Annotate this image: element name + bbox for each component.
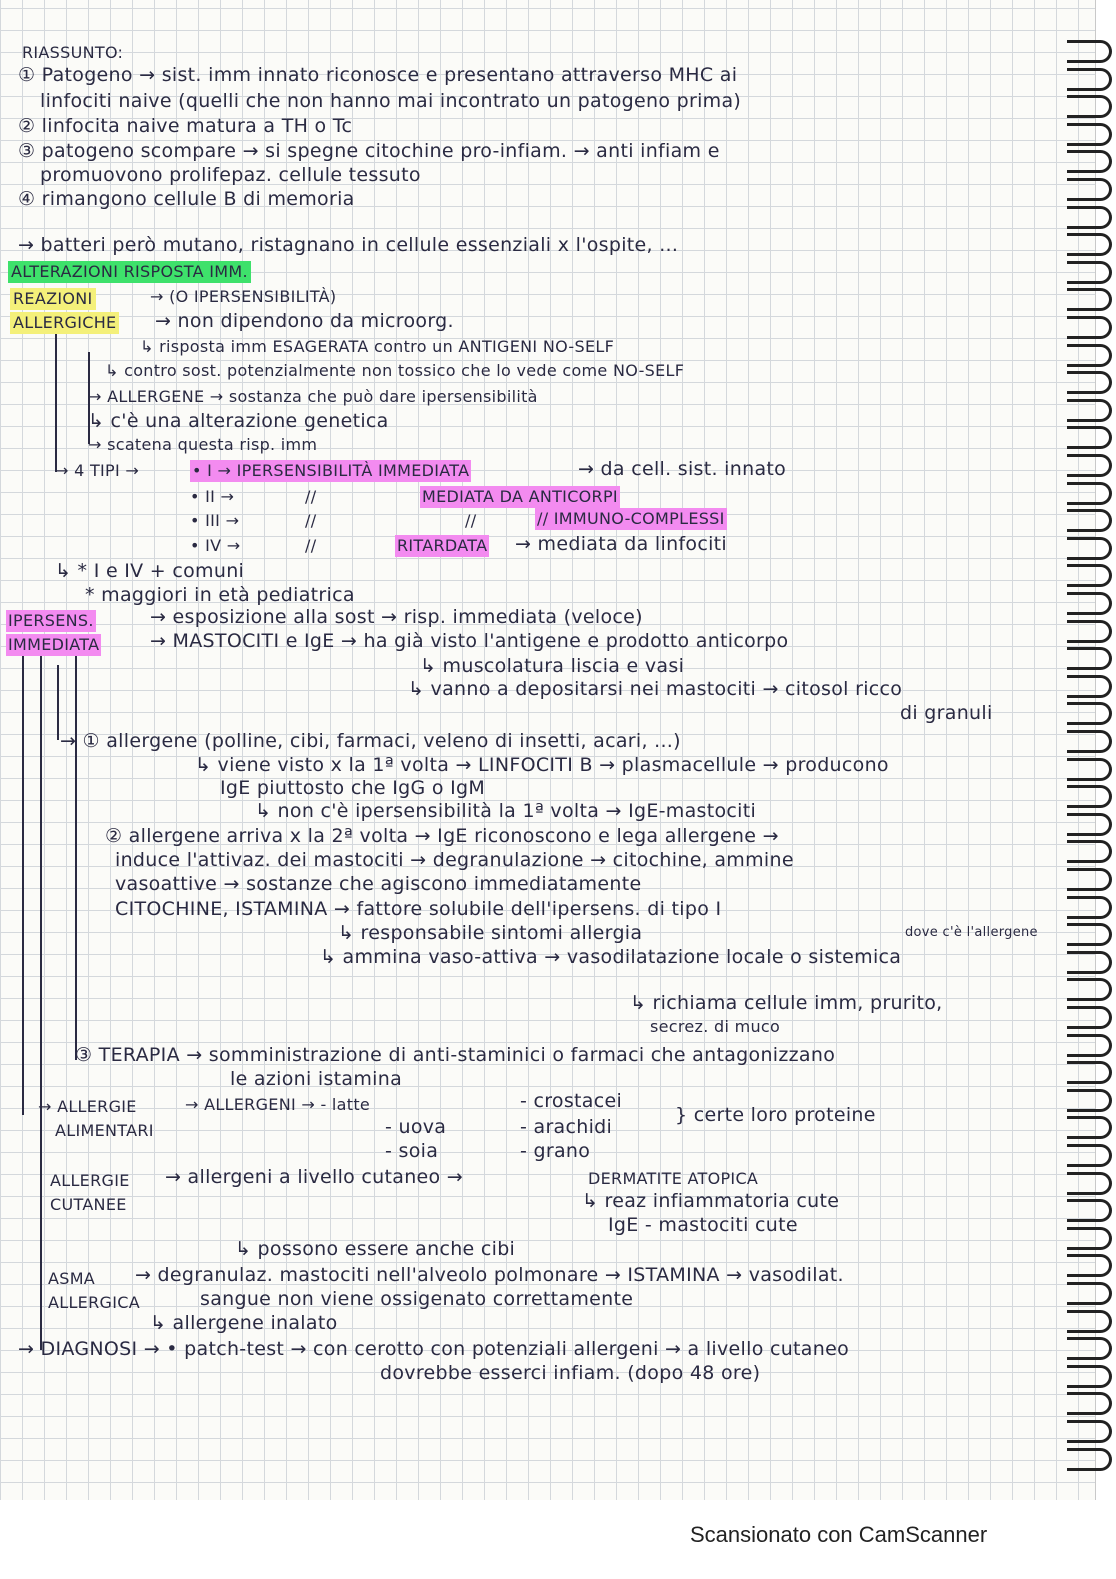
note-line: → batteri però mutano, ristagnano in cellule essenziali x l'ospite, ...	[18, 234, 679, 256]
spiral-ring-icon	[1067, 68, 1112, 91]
note-line: ↳ richiama cellule imm, prurito,	[630, 992, 943, 1014]
spiral-ring-icon	[1067, 123, 1112, 146]
spiral-ring-icon	[1067, 1282, 1112, 1305]
spiral-ring-icon	[1067, 426, 1112, 449]
note-line: ↳ muscolatura liscia e vasi	[420, 655, 685, 677]
note-line: ② linfocita naive matura a TH o Tc	[18, 115, 353, 137]
note-line: ↳ non c'è ipersensibilità la 1ª volta → IgE-mastociti	[255, 800, 757, 822]
spiral-ring-icon	[1067, 592, 1112, 615]
spiral-ring-icon	[1067, 371, 1112, 394]
spiral-ring-icon	[1067, 620, 1112, 643]
spiral-ring-icon	[1067, 40, 1112, 63]
spiral-ring-icon	[1067, 1337, 1112, 1360]
note-line: di granuli	[900, 702, 993, 724]
note-line: ↳ risposta imm ESAGERATA contro un ANTIGENI NO-SELF	[140, 337, 615, 356]
note-line: → da cell. sist. innato	[578, 458, 787, 480]
spiral-ring-icon	[1067, 951, 1112, 974]
tree-connector	[22, 640, 24, 1115]
topic-label: ALLERGIE	[50, 1171, 130, 1190]
spiral-ring-icon	[1067, 675, 1112, 698]
spiral-ring-icon	[1067, 1144, 1112, 1167]
note-line: - arachidi	[520, 1116, 613, 1138]
note-line: } certe loro proteine	[675, 1104, 876, 1126]
topic-label: ASMA	[48, 1269, 96, 1288]
note-line: → ① allergene (polline, cibi, farmaci, veleno di insetti, acari, ...)	[60, 730, 681, 752]
spiral-ring-icon	[1067, 1116, 1112, 1139]
tree-connector	[40, 640, 42, 1350]
note-line: promuovono prolifераz. cellule tessuto	[40, 164, 421, 186]
spiral-ring-icon	[1067, 1227, 1112, 1250]
spiral-ring-icon	[1067, 454, 1112, 477]
topic-label: → ALLERGIE	[38, 1097, 137, 1116]
note-line: dovrebbe esserci infiam. (dopo 48 ore)	[380, 1362, 761, 1384]
note-line: ↳ * I e IV + comuni	[55, 560, 245, 582]
note-line: le azioni istamina	[230, 1068, 403, 1090]
spiral-ring-icon	[1067, 1034, 1112, 1057]
topic-label: ALLERGICHE	[10, 312, 119, 334]
note-line: ③ patogeno scompare → si spegne citochine pro-infiam. → anti infiam e	[18, 140, 720, 162]
spiral-ring-icon	[1067, 1310, 1112, 1333]
note-line: ↳ vanno a depositarsi nei mastociti → citosol ricco	[408, 678, 903, 700]
type-label: MEDIATA DA ANTICORPI	[422, 487, 618, 506]
topic-label: CUTANEE	[50, 1195, 127, 1214]
note-line: → allergeni a livello cutaneo →	[165, 1166, 464, 1188]
note-line: → esposizione alla sost → risp. immediata (veloce)	[150, 606, 643, 628]
note-line: secrez. di muco	[650, 1017, 781, 1036]
section-title: ALTERAZIONI RISPOSTA IMM.	[8, 261, 251, 283]
spiral-ring-icon	[1067, 509, 1112, 532]
spiral-ring-icon	[1067, 868, 1112, 891]
tree-connector	[57, 665, 59, 740]
spiral-ring-icon	[1067, 813, 1112, 836]
spiral-ring-icon	[1067, 702, 1112, 725]
spiral-ring-icon	[1067, 344, 1112, 367]
note-line: → ALLERGENI → - latte	[185, 1095, 371, 1114]
ditto-mark: //	[305, 511, 317, 530]
note-line: → 4 TIPI →	[55, 461, 140, 480]
topic-label: IMMEDIATA	[8, 635, 100, 654]
tree-connector	[75, 640, 77, 1060]
summary-heading: RIASSUNTO:	[22, 43, 124, 62]
spiral-ring-icon	[1067, 1061, 1112, 1084]
spiral-ring-icon	[1067, 178, 1112, 201]
note-line: - grano	[520, 1140, 591, 1162]
note-line: IgE piuttosto che IgG o IgM	[220, 777, 486, 799]
spiral-ring-icon	[1067, 233, 1112, 256]
topic-label: ALIMENTARI	[55, 1121, 154, 1140]
spiral-ring-icon	[1067, 95, 1112, 118]
spiral-ring-icon	[1067, 1254, 1112, 1277]
spiral-ring-icon	[1067, 1172, 1112, 1195]
type-label: // IMMUNO-COMPLESSI	[537, 509, 725, 528]
note-line: ④ rimangono cellule B di memoria	[18, 188, 355, 210]
note-line: - uova	[385, 1116, 447, 1138]
note-line: induce l'attivaz. dei mastociti → degranulazione → citochine, ammine	[115, 849, 794, 871]
spiral-ring-icon	[1067, 261, 1112, 284]
spiral-ring-icon	[1067, 758, 1112, 781]
note-line: IgE - mastociti cute	[608, 1214, 798, 1236]
note-line: → degranulaz. mastociti nell'alveolo polmonare → ISTAMINA → vasodilat.	[135, 1264, 844, 1286]
note-line: → MASTOCITI e IgE → ha già visto l'antigene e prodotto anticorpo	[150, 630, 789, 652]
spiral-ring-icon	[1067, 316, 1112, 339]
note-line: → scatena questa risp. imm	[88, 435, 318, 454]
topic-label: IPERSENS.	[8, 611, 94, 630]
spiral-ring-icon	[1067, 150, 1112, 173]
note-line: vasoattive → sostanze che agiscono immediatamente	[115, 873, 642, 895]
note-line: ↳ reaz infiammatoria cute	[582, 1190, 840, 1212]
tree-connector	[55, 332, 57, 472]
note-line: ↳ ammina vaso-attiva → vasodilatazione locale o sistemica	[320, 946, 902, 968]
scanner-watermark: Scansionato con CamScanner	[690, 1522, 988, 1547]
note-line: CITOCHINE, ISTAMINA → fattore solubile dell'ipersens. di tipo I	[115, 898, 722, 920]
spiral-ring-icon	[1067, 1420, 1112, 1443]
note-line: → non dipendono da microorg.	[155, 310, 454, 332]
topic-label: ALLERGICA	[48, 1293, 140, 1312]
note-line: ↳ responsabile sintomi allergia	[338, 922, 643, 944]
spiral-ring-icon	[1067, 978, 1112, 1001]
note-line: - crostacei	[520, 1090, 623, 1112]
spiral-ring-icon	[1067, 206, 1112, 229]
note-line: DERMATITE ATOPICA	[588, 1169, 759, 1188]
note-line: ↳ possono essere anche cibi	[235, 1238, 516, 1260]
spiral-ring-icon	[1067, 288, 1112, 311]
spiral-ring-icon	[1067, 785, 1112, 808]
spiral-binding-icon	[1066, 40, 1116, 1480]
note-line: linfociti naive (quelli che non hanno mai incontrato un patogeno prima)	[40, 90, 742, 112]
spiral-ring-icon	[1067, 537, 1112, 560]
note-line: * maggiori in età pediatrica	[85, 584, 355, 606]
note-line: ↳ allergene inalato	[150, 1312, 338, 1334]
ditto-mark: //	[465, 511, 477, 530]
spiral-ring-icon	[1067, 923, 1112, 946]
note-line: ↳ c'è una alterazione genetica	[88, 410, 389, 432]
note-line: ① Patogeno → sist. imm innato riconosce e presentano attraverso MHC ai	[18, 64, 738, 86]
note-line: sangue non viene ossigenato correttamente	[200, 1288, 634, 1310]
note-line: ② allergene arriva x la 2ª volta → IgE riconoscono e lega allergene →	[105, 825, 779, 847]
note-line: ③ TERAPIA → somministrazione di anti-staminici o farmaci che antagonizzano	[75, 1044, 836, 1066]
note-line: → mediata da linfociti	[515, 533, 727, 555]
spiral-ring-icon	[1067, 564, 1112, 587]
spiral-ring-icon	[1067, 1365, 1112, 1388]
note-line: ↳ contro sost. potenzialmente non tossico che lo vede come NO-SELF	[105, 361, 685, 380]
type-label: • III →	[190, 511, 240, 530]
note-annotation: dove c'è l'allergene	[905, 925, 1038, 940]
note-line: ↳ viene visto x la 1ª volta → LINFOCITI B → plasmacellule → producono	[195, 754, 889, 776]
spiral-ring-icon	[1067, 1199, 1112, 1222]
spiral-ring-icon	[1067, 399, 1112, 422]
spiral-ring-icon	[1067, 1448, 1112, 1471]
type-label: • II →	[190, 487, 235, 506]
spiral-ring-icon	[1067, 896, 1112, 919]
spiral-ring-icon	[1067, 730, 1112, 753]
spiral-ring-icon	[1067, 1392, 1112, 1415]
spiral-ring-icon	[1067, 647, 1112, 670]
type-label: • IV →	[190, 536, 241, 555]
type-label: RITARDATA	[397, 536, 488, 555]
spiral-ring-icon	[1067, 1089, 1112, 1112]
note-line: → (O IPERSENSIBILITÀ)	[150, 287, 337, 306]
topic-label: REAZIONI	[10, 288, 96, 310]
type-label: • I → IPERSENSIBILITÀ IMMEDIATA	[192, 461, 470, 480]
ditto-mark: //	[305, 487, 317, 506]
spiral-ring-icon	[1067, 840, 1112, 863]
note-line: → DIAGNOSI → • patch-test → con cerotto con potenziali allergeni → a livello cutaneo	[18, 1338, 849, 1360]
spiral-ring-icon	[1067, 482, 1112, 505]
note-line: - soia	[385, 1140, 439, 1162]
ditto-mark: //	[305, 536, 317, 555]
spiral-ring-icon	[1067, 1006, 1112, 1029]
note-line: → ALLERGENE → sostanza che può dare ipersensibilità	[88, 387, 538, 406]
